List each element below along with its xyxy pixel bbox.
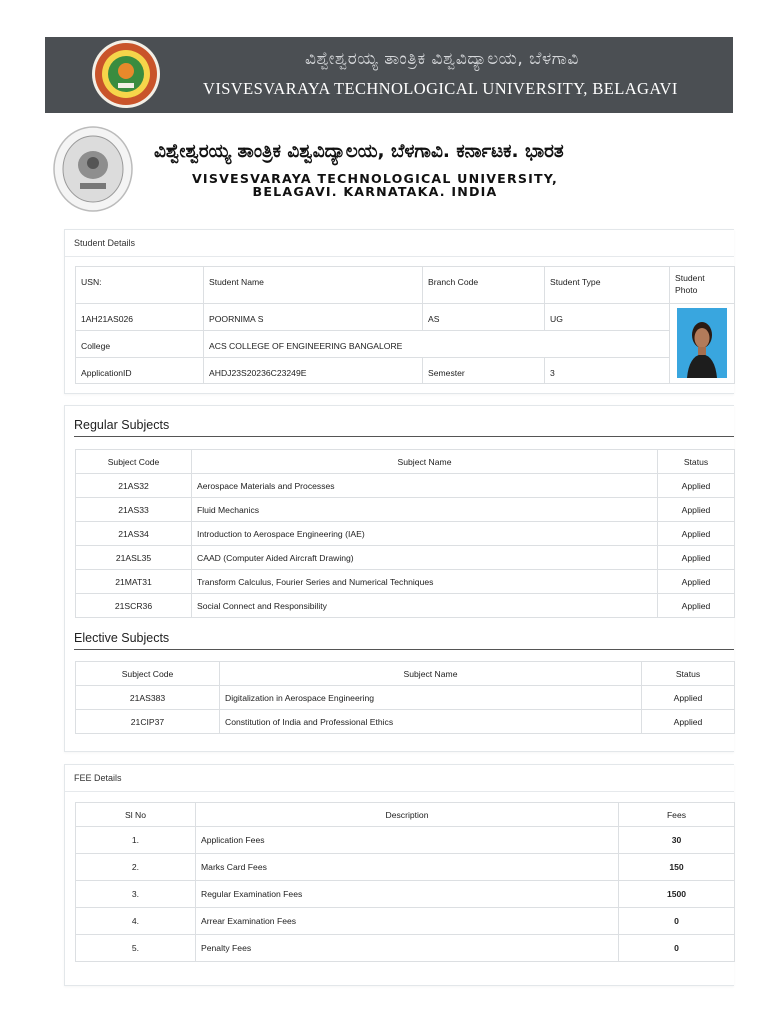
- university-seal-icon: [52, 125, 134, 213]
- description-header: Description: [196, 803, 619, 827]
- subject-status: Applied: [658, 594, 735, 618]
- fee-amount: 0: [619, 908, 735, 935]
- subject-code: 21ASL35: [76, 546, 192, 570]
- table-row: [76, 935, 735, 962]
- university-banner: [45, 37, 733, 113]
- table-row: [76, 908, 735, 935]
- subject-name: Constitution of India and Professional Ethics: [220, 710, 642, 734]
- fee-description: Penalty Fees: [196, 935, 619, 962]
- letterhead-english-line1: VISVESVARAYA TECHNOLOGICAL UNIVERSITY,: [191, 171, 559, 186]
- subject-code: 21CIP37: [76, 710, 220, 734]
- fee-description: Regular Examination Fees: [196, 881, 619, 908]
- subject-code: 21AS32: [76, 474, 192, 498]
- subject-status: Applied: [658, 546, 735, 570]
- fee-amount: 1500: [619, 881, 735, 908]
- fee-sl-no: 2.: [76, 854, 196, 881]
- subject-status: Applied: [658, 474, 735, 498]
- subject-name: Aerospace Materials and Processes: [192, 474, 658, 498]
- fees-header: Fees: [619, 803, 735, 827]
- application-id-value: AHDJ23S20236C23249E: [204, 358, 423, 384]
- regular-subjects-table: [75, 449, 735, 618]
- subject-name: CAAD (Computer Aided Aircraft Drawing): [192, 546, 658, 570]
- subject-name: Digitalization in Aerospace Engineering: [220, 686, 642, 710]
- usn-header: USN:: [76, 267, 204, 304]
- table-row: [76, 474, 735, 498]
- table-row: [76, 881, 735, 908]
- letterhead-english-line2: BELAGAVI. KARNATAKA. INDIA: [252, 184, 498, 199]
- table-row: [76, 522, 735, 546]
- student-type-header: Student Type: [545, 267, 670, 304]
- subject-code: 21AS33: [76, 498, 192, 522]
- subject-status: Applied: [642, 686, 735, 710]
- subject-code-header: Subject Code: [76, 662, 220, 686]
- college-label: College: [76, 331, 204, 358]
- semester-value: 3: [545, 358, 670, 384]
- subject-status: Applied: [642, 710, 735, 734]
- table-row: [76, 594, 735, 618]
- divider: [74, 649, 734, 650]
- fee-amount: 0: [619, 935, 735, 962]
- subject-code: 21SCR36: [76, 594, 192, 618]
- fee-amount: 30: [619, 827, 735, 854]
- fee-description: Arrear Examination Fees: [196, 908, 619, 935]
- fee-description: Application Fees: [196, 827, 619, 854]
- elective-subjects-table: [75, 661, 735, 734]
- fee-sl-no: 1.: [76, 827, 196, 854]
- regular-subjects-title: Regular Subjects: [74, 418, 170, 432]
- table-row: [76, 546, 735, 570]
- fee-sl-no: 3.: [76, 881, 196, 908]
- student-name-header: Student Name: [204, 267, 423, 304]
- subject-code: 21MAT31: [76, 570, 192, 594]
- fee-amount: 150: [619, 854, 735, 881]
- subjects-card: [64, 405, 734, 752]
- table-row: [76, 710, 735, 734]
- banner-kannada-title: ವಿಶ್ವೇಶ್ವರಯ್ಯ ತಾಂತ್ರಿಕ ವಿಶ್ವವಿದ್ಯಾಲಯ, ಬೆಳಗಾವಿ: [305, 49, 579, 69]
- fee-description: Marks Card Fees: [196, 854, 619, 881]
- subject-name: Social Connect and Responsibility: [192, 594, 658, 618]
- fee-sl-no: 5.: [76, 935, 196, 962]
- subject-code-header: Subject Code: [76, 450, 192, 474]
- student-photo-cell: [670, 304, 735, 384]
- status-header: Status: [658, 450, 735, 474]
- sl-no-header: Sl No: [76, 803, 196, 827]
- letterhead: [52, 125, 742, 220]
- student-photo: [677, 308, 727, 378]
- student-photo-header: Student Photo: [670, 267, 735, 304]
- divider: [74, 436, 734, 437]
- subject-status: Applied: [658, 498, 735, 522]
- application-id-label: ApplicationID: [76, 358, 204, 384]
- student-details-card: [64, 229, 734, 394]
- letterhead-english-title: [145, 172, 605, 198]
- divider: [65, 791, 734, 792]
- subject-name-header: Subject Name: [192, 450, 658, 474]
- subject-code: 21AS383: [76, 686, 220, 710]
- divider: [65, 256, 734, 257]
- banner-english-title: VISVESVARAYA TECHNOLOGICAL UNIVERSITY, BELAGAVI: [203, 79, 678, 98]
- student-type-value: UG: [545, 304, 670, 331]
- status-header: Status: [642, 662, 735, 686]
- fee-details-label: FEE Details: [74, 773, 122, 783]
- table-row: [76, 686, 735, 710]
- usn-value: 1AH21AS026: [76, 304, 204, 331]
- elective-subjects-title: Elective Subjects: [74, 631, 170, 645]
- semester-label: Semester: [423, 358, 545, 384]
- branch-code-value: AS: [423, 304, 545, 331]
- subject-name: Transform Calculus, Fourier Series and Numerical Techniques: [192, 570, 658, 594]
- subject-name-header: Subject Name: [220, 662, 642, 686]
- fee-details-card: [64, 764, 734, 986]
- branch-code-header: Branch Code: [423, 267, 545, 304]
- fee-sl-no: 4.: [76, 908, 196, 935]
- subject-name: Introduction to Aerospace Engineering (IAE): [192, 522, 658, 546]
- student-details-label: Student Details: [74, 238, 136, 248]
- student-details-table: [75, 266, 735, 384]
- fee-details-table: [75, 802, 735, 962]
- subject-name: Fluid Mechanics: [192, 498, 658, 522]
- subject-code: 21AS34: [76, 522, 192, 546]
- subject-status: Applied: [658, 522, 735, 546]
- letterhead-kannada-title: ವಿಶ್ವೇಶ್ವರಯ್ಯ ತಾಂತ್ರಿಕ ವಿಶ್ವವಿದ್ಯಾಲಯ, ಬೆಳಗಾವಿ. ಕರ್ನಾಟಕ. ಭಾರತ: [154, 141, 564, 162]
- university-logo-icon: [91, 39, 161, 109]
- table-row: [76, 827, 735, 854]
- subject-status: Applied: [658, 570, 735, 594]
- student-name-value: POORNIMA S: [204, 304, 423, 331]
- table-row: [76, 498, 735, 522]
- table-row: [76, 570, 735, 594]
- college-value: ACS COLLEGE OF ENGINEERING BANGALORE: [204, 331, 670, 358]
- table-row: [76, 854, 735, 881]
